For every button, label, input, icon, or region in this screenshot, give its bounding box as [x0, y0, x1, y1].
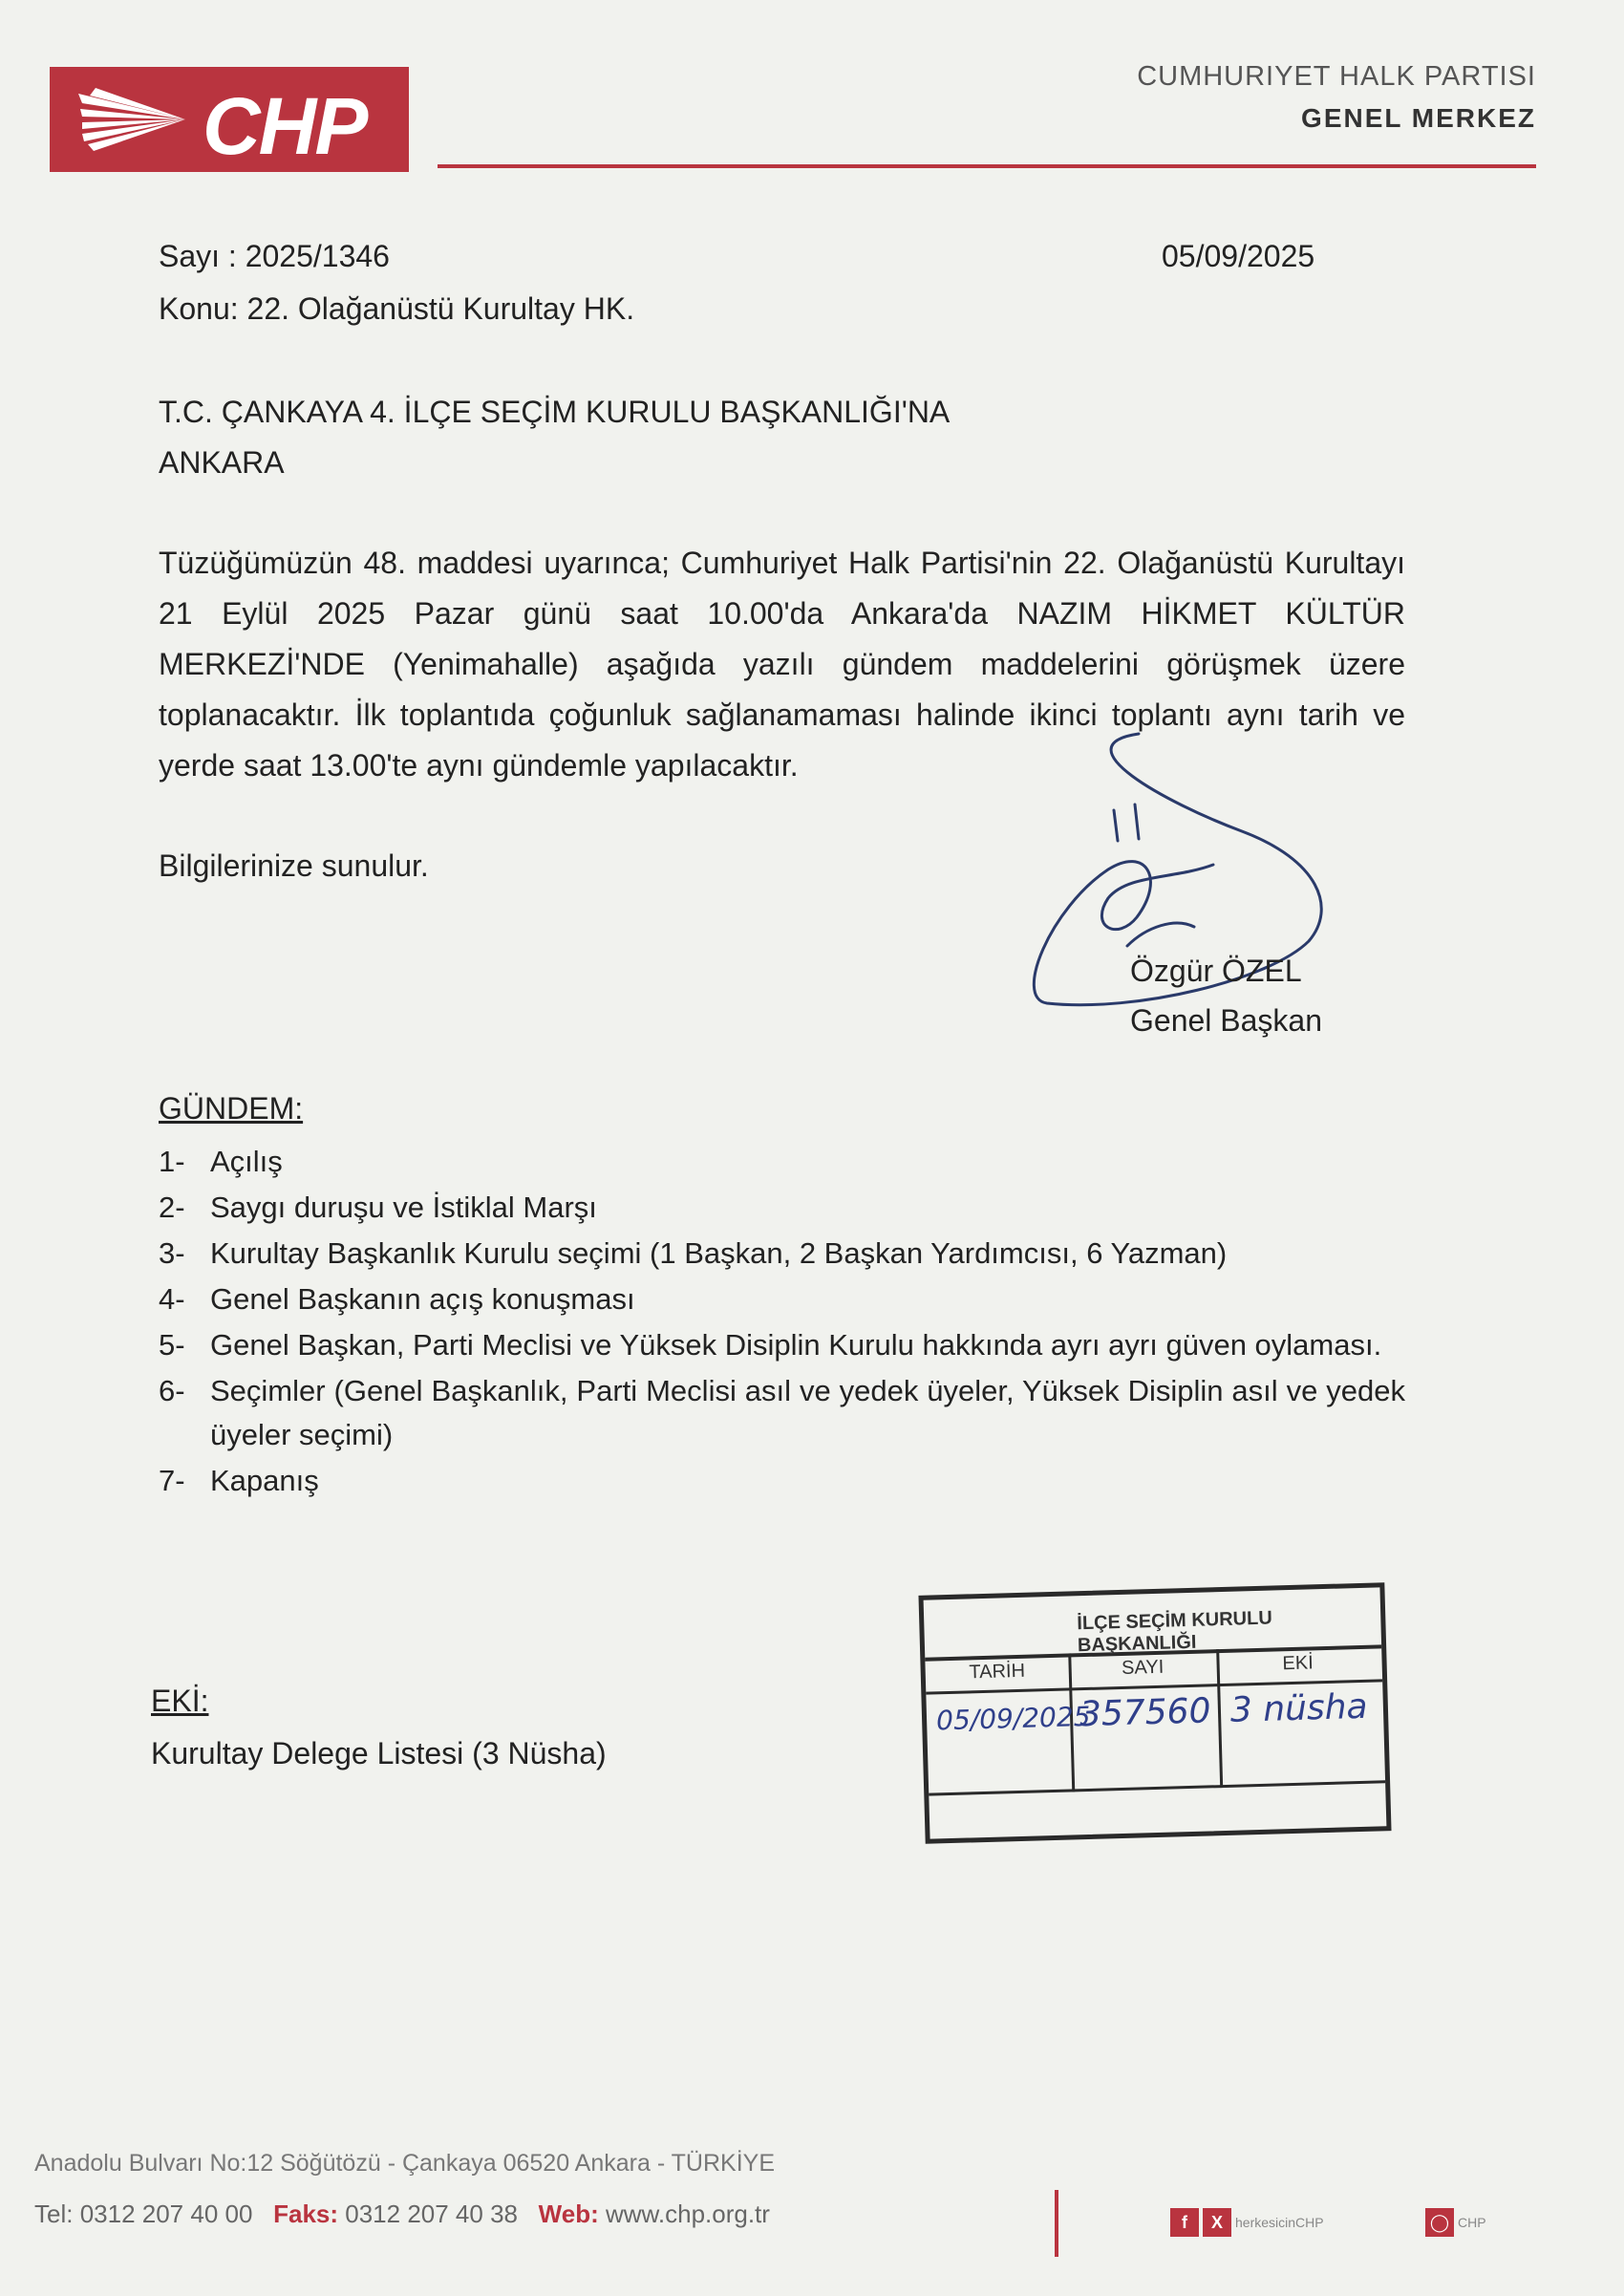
- recipient-line-1: T.C. ÇANKAYA 4. İLÇE SEÇİM KURULU BAŞKANLIĞI'NA: [159, 395, 951, 429]
- instagram-link: [1425, 2207, 1486, 2238]
- facebook-icon[interactable]: f: [1170, 2208, 1199, 2237]
- party-name: CUMHURIYET HALK PARTISI: [1137, 61, 1536, 92]
- agenda-item-number: 2-: [159, 1191, 185, 1224]
- signatory-name: Özgür ÖZEL: [1130, 954, 1302, 988]
- agenda-item: [159, 1369, 1405, 1457]
- agenda-item-text: Seçimler (Genel Başkanlık, Parti Meclisi asıl ve yedek üyeler, Yüksek Disiplin asıl ve yedek üyeler seçimi): [210, 1374, 1405, 1451]
- agenda-item-number: 3-: [159, 1236, 185, 1270]
- fax-label: Faks:: [273, 2199, 339, 2228]
- stamp-header-text: İLÇE SEÇİM KURULU BAŞKANLIĞI: [1077, 1607, 1273, 1657]
- agenda-item-number: 7-: [159, 1464, 185, 1497]
- agenda-item-number: 6-: [159, 1374, 185, 1407]
- agenda-item-number: 4-: [159, 1282, 185, 1316]
- instagram-handle: CHP: [1458, 2215, 1486, 2230]
- agenda-item: [159, 1459, 1405, 1503]
- web-link[interactable]: www.chp.org.tr: [605, 2199, 770, 2228]
- footer-contact: [34, 2199, 770, 2229]
- header-divider: [438, 164, 1536, 168]
- stamp-col-number: SAYI: [1121, 1656, 1165, 1679]
- tel-label: Tel:: [34, 2199, 74, 2228]
- signatory-title: Genel Başkan: [1130, 1003, 1323, 1038]
- stamp-col-attachment: EKİ: [1282, 1652, 1314, 1675]
- agenda-item-text: Genel Başkanın açış konuşması: [210, 1282, 635, 1316]
- agenda-item: [159, 1232, 1405, 1276]
- agenda-item: [159, 1277, 1405, 1321]
- agenda-item-text: Kapanış: [210, 1464, 319, 1497]
- registry-stamp: [918, 1582, 1391, 1844]
- stamp-bottom-row: [929, 1780, 1386, 1838]
- document-subject: Konu: 22. Olağanüstü Kurultay HK.: [159, 291, 635, 326]
- stamp-attachment-value: 3 nüsha: [1229, 1686, 1369, 1730]
- x-icon[interactable]: X: [1203, 2208, 1231, 2237]
- social-handle: herkesicinCHP: [1235, 2215, 1324, 2230]
- fax-value: 0312 207 40 38: [345, 2199, 518, 2228]
- social-links: [1170, 2207, 1324, 2238]
- attachments-title: EKİ:: [151, 1684, 209, 1718]
- agenda-item-text: Genel Başkan, Parti Meclisi ve Yüksek Disiplin Kurulu hakkında ayrı ayrı güven oylaması.: [210, 1328, 1382, 1362]
- agenda-item: [159, 1140, 1405, 1184]
- agenda-item-text: Kurultay Başkanlık Kurulu seçimi (1 Başkan, 2 Başkan Yardımcısı, 6 Yazman): [210, 1236, 1228, 1270]
- stamp-date-value: 05/09/2025: [935, 1700, 1091, 1737]
- footer-address: Anadolu Bulvarı No:12 Söğütözü - Çankaya 06520 Ankara - TÜRKİYE: [34, 2150, 775, 2177]
- body-paragraph: Tüzüğümüzün 48. maddesi uyarınca; Cumhuriyet Halk Partisi'nin 22. Olağanüstü Kurultayı 21 Eylül 2025 Pazar günü saat 10.00'da Ankara'da NAZIM HİKMET KÜLTÜR MERKEZİ'NDE (Yenimahalle) aşağıda yazılı gündem maddelerini görüşmek üzere toplanacaktır. İlk toplantıda çoğunluk sağlanamaması halinde ikinci toplantı aynı tarih ve yerde saat 13.00'te aynı gündemle yapılacaktır.: [159, 546, 1405, 783]
- instagram-icon[interactable]: ◯: [1425, 2208, 1454, 2237]
- six-arrows-icon: [73, 84, 197, 155]
- agenda-item-number: 5-: [159, 1328, 185, 1362]
- agenda-item-text: Saygı duruşu ve İstiklal Marşı: [210, 1191, 597, 1224]
- agenda-item-number: 1-: [159, 1145, 185, 1178]
- recipient-line-2: ANKARA: [159, 445, 285, 480]
- tel-value: 0312 207 40 00: [79, 2199, 253, 2228]
- agenda-item: [159, 1186, 1405, 1230]
- stamp-number-value: 357560: [1079, 1691, 1211, 1735]
- agenda-list: [159, 1140, 1405, 1505]
- web-label: Web:: [538, 2199, 599, 2228]
- agenda-item-text: Açılış: [210, 1145, 283, 1178]
- document-date: 05/09/2025: [1162, 239, 1315, 273]
- agenda-title: GÜNDEM:: [159, 1091, 304, 1126]
- headquarters-label: GENEL MERKEZ: [1301, 103, 1536, 133]
- document-number: Sayı : 2025/1346: [159, 239, 390, 273]
- closing-line: Bilgilerinize sunulur.: [159, 848, 429, 883]
- agenda-item: [159, 1323, 1405, 1367]
- logo-text: CHP: [203, 81, 367, 171]
- attachments-text: Kurultay Delege Listesi (3 Nüsha): [151, 1736, 607, 1770]
- footer-divider: [1055, 2190, 1058, 2257]
- chp-logo: [50, 67, 409, 172]
- stamp-col-date: TARİH: [969, 1660, 1026, 1684]
